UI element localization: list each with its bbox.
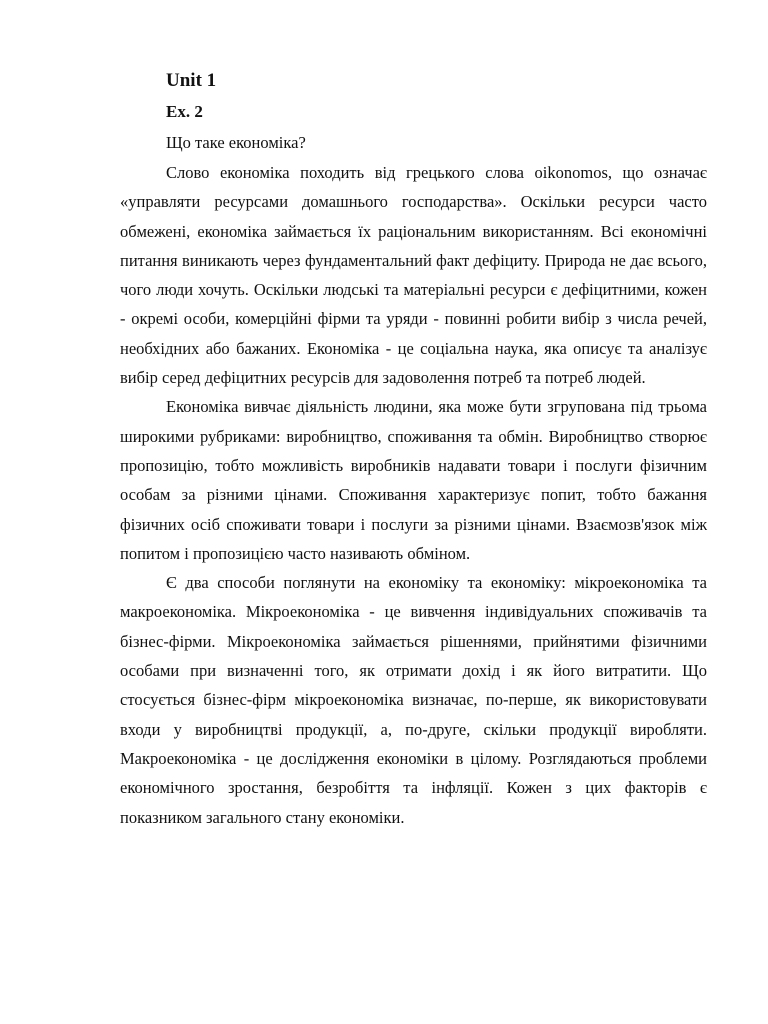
question-title: Що таке економіка?	[166, 133, 306, 152]
paragraph-scarcity: Слово економіка походить від грецького слова oikonomos, що означає «управляти ресурсами домашнього господарства». Оскільки ресурси часто обмежені, економіка займається їх раціональним використанням. Всі економічні питання виникають через фундаментальний факт дефіциту. Природа не дає всього, чого люди хочуть. Оскільки людські та матеріальні ресурси є дефіцитними, кожен - окремі особи, комерційні фірми та уряди - повинні робити вибір з числа речей, необхідних або бажаних. Економіка - це соціальна наука, яка описує та аналізує вибір серед дефіцитних ресурсів для задоволення потреб та потреб людей.	[120, 163, 707, 388]
unit-heading: Unit 1	[166, 70, 217, 91]
paragraph-micro-macro: Є два способи поглянути на економіку та економіку: мікроекономіка та макроекономіка. Мікроекономіка - це вивчення індивідуальних споживачів та бізнес-фірми. Мікроекономіка займається рішеннями, прийнятими фізичними особами при визначенні того, як отримати дохід і як його витратити. Що стосується бізнес-фірм мікроекономіка визначає, по-перше, як використовувати входи у виробництві продукції, а, по-друге, скільки продукції виробляти. Макроекономіка - це дослідження економіки в цілому. Розглядаються проблеми економічного зростання, безробіття та інфляції. Кожен з цих факторів є показником загального стану економіки.	[120, 573, 707, 827]
document-page	[120, 66, 707, 832]
paragraph-activities: Економіка вивчає діяльність людини, яка може бути згрупована під трьома широкими рубриками: виробництво, споживання та обмін. Виробництво створює пропозицію, тобто можливість виробників надавати товари і послуги фізичним особам за різними цінами. Споживання характеризує попит, тобто бажання фізичних осіб споживати товари і послуги за різними цінами. Взаємозв'язок між попитом і пропозицією часто називають обміном.	[120, 397, 707, 563]
exercise-heading: Ex. 2	[166, 102, 203, 121]
